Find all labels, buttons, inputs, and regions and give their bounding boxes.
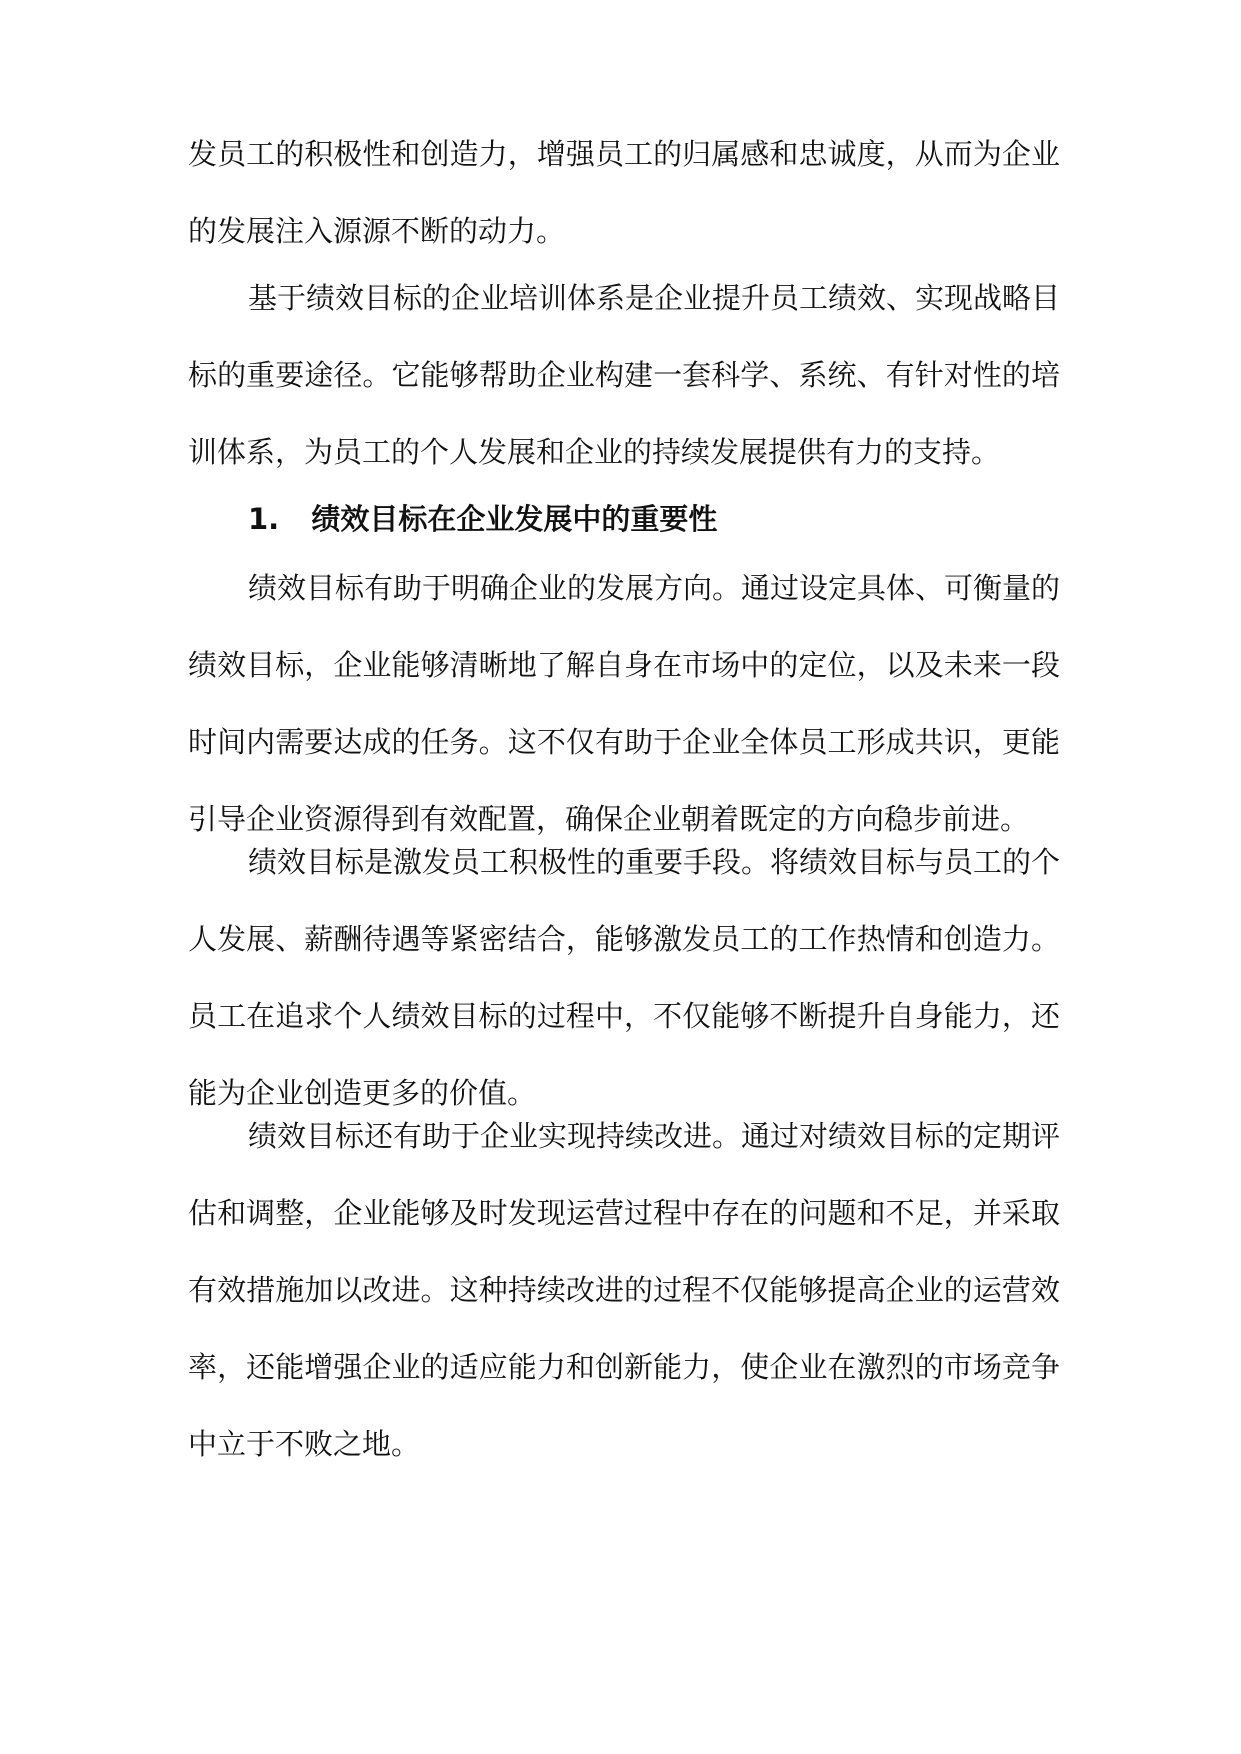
paragraph-line: 率，还能增强企业的适应能力和创新能力，使企业在激烈的市场竞争	[188, 1350, 1060, 1384]
paragraph-line: 人发展、薪酬待遇等紧密结合，能够激发员工的工作热情和创造力。	[188, 922, 1060, 956]
paragraph-line: 员工在追求个人绩效目标的过程中，不仅能够不断提升自身能力，还	[188, 999, 1060, 1033]
paragraph-line: 绩效目标是激发员工积极性的重要手段。将绩效目标与员工的个	[248, 845, 1061, 879]
paragraph-line: 发员工的积极性和创造力，增强员工的归属感和忠诚度，从而为企业	[188, 137, 1060, 171]
paragraph-direction	[188, 550, 1060, 858]
paragraph-line: 的发展注入源源不断的动力。	[188, 214, 566, 248]
paragraph-line: 标的重要途径。它能够帮助企业构建一套科学、系统、有针对性的培	[188, 358, 1060, 392]
paragraph-summary	[188, 260, 1060, 491]
paragraph-line: 估和调整，企业能够及时发现运营过程中存在的问题和不足，并采取	[188, 1196, 1060, 1230]
paragraph-line: 有效措施加以改进。这种持续改进的过程不仅能够提高企业的运营效	[188, 1273, 1060, 1307]
paragraph-line: 引导企业资源得到有效配置，确保企业朝着既定的方向稳步前进。	[188, 802, 1030, 836]
paragraph-line: 绩效目标还有助于企业实现持续改进。通过对绩效目标的定期评	[248, 1119, 1061, 1153]
paragraph-continuation	[188, 116, 1060, 270]
section-heading	[248, 481, 948, 558]
paragraph-motivation	[188, 824, 1060, 1132]
paragraph-line: 时间内需要达成的任务。这不仅有助于企业全体员工形成共识，更能	[188, 725, 1060, 759]
section-number: 1.	[248, 502, 280, 536]
paragraph-line: 训体系，为员工的个人发展和企业的持续发展提供有力的支持。	[188, 435, 1001, 469]
paragraph-improvement	[188, 1098, 1060, 1483]
paragraph-line: 中立于不败之地。	[188, 1427, 421, 1461]
section-title: 绩效目标在企业发展中的重要性	[311, 502, 718, 536]
paragraph-line: 基于绩效目标的企业培训体系是企业提升员工绩效、实现战略目	[248, 281, 1061, 315]
paragraph-line: 绩效目标，企业能够清晰地了解自身在市场中的定位，以及未来一段	[188, 648, 1060, 682]
paragraph-line: 能为企业创造更多的价值。	[188, 1076, 537, 1110]
paragraph-line: 绩效目标有助于明确企业的发展方向。通过设定具体、可衡量的	[248, 571, 1061, 605]
